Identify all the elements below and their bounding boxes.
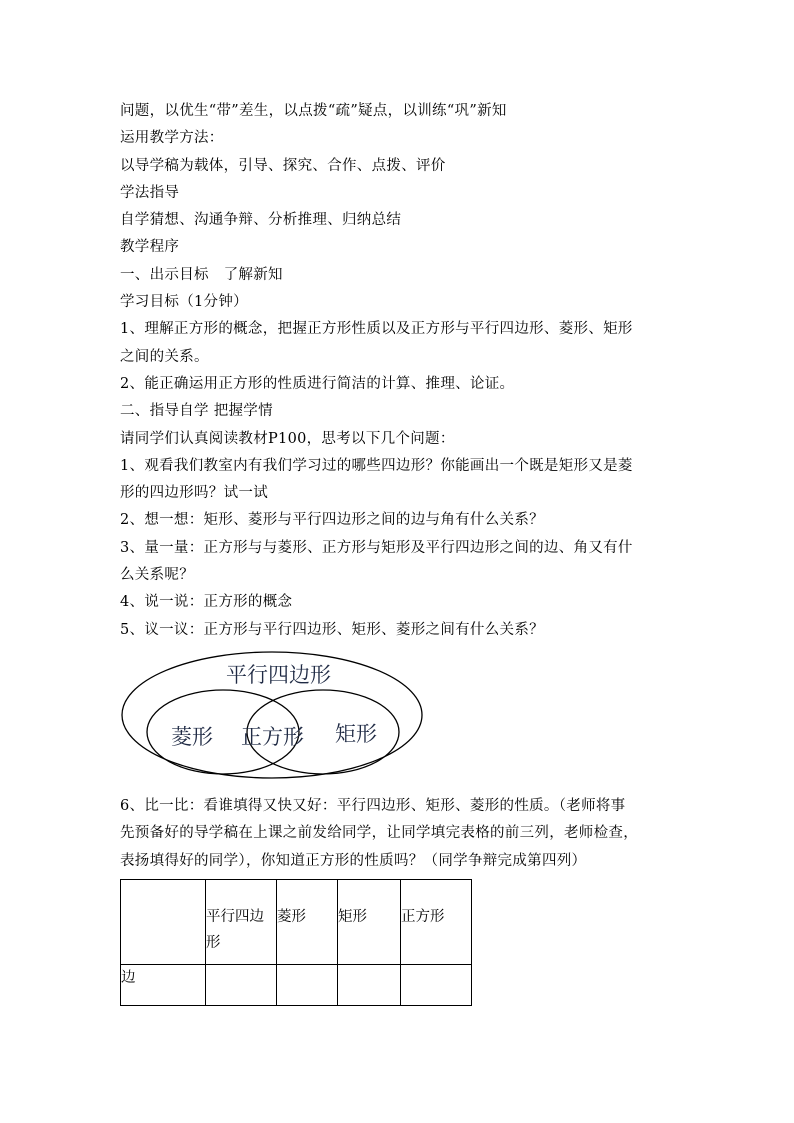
venn-diagram <box>120 651 430 781</box>
question-6-cont: 先预备好的导学稿在上课之前发给同学，让同学填完表格的前三列，老师检查， <box>120 825 638 842</box>
table-row <box>121 964 472 1005</box>
properties-table <box>120 879 472 1006</box>
text-line: 运用教学方法： <box>120 130 224 147</box>
question-5: 5、议一议：正方形与平行四边形、矩形、菱形之间有什么关系？ <box>120 621 544 638</box>
venn-label-rectangle: 矩形 <box>335 721 377 746</box>
section-heading: 二、指导自学 把握学情 <box>120 403 273 420</box>
read-prompt: 请同学们认真阅读教材P100，思考以下几个问题： <box>120 430 455 447</box>
text-line: 问题，以优生“带”差生，以点拨“疏”疑点，以训练“巩”新知 <box>120 103 507 119</box>
text-line: 以导学稿为载体，引导、探究、合作、点拨、评价 <box>120 157 446 174</box>
objective-1-cont: 之间的关系。 <box>120 348 209 365</box>
section-heading: 一、出示目标 了解新知 <box>120 266 283 283</box>
table-cell <box>338 964 401 1005</box>
objective-2: 2、能正确运用正方形的性质进行简洁的计算、推理、论证。 <box>120 375 515 392</box>
venn-label-square: 正方形 <box>241 724 304 749</box>
table-header-cell: 正方形 <box>401 879 472 964</box>
question-3: 3、量一量：正方形与与菱形、正方形与矩形及平行四边形之间的边、角又有什 <box>120 539 633 556</box>
venn-label-parallelogram: 平行四边形 <box>226 662 331 687</box>
table-cell <box>206 964 277 1005</box>
question-6: 6、比一比：看谁填得又快又好：平行四边形、矩形、菱形的性质。（老师将事 <box>120 797 626 814</box>
question-3-cont: 么关系呢？ <box>120 567 194 584</box>
text-line: 学法指导 <box>120 184 180 201</box>
venn-label-rhombus: 菱形 <box>171 724 213 749</box>
table-header-cell: 菱形 <box>277 879 338 964</box>
table-cell <box>401 964 472 1005</box>
question-2: 2、想一想：矩形、菱形与平行四边形之间的边与角有什么关系？ <box>120 512 544 529</box>
document-page <box>120 98 680 1006</box>
table-header-cell: 平行四边形 <box>206 879 277 964</box>
table-cell <box>277 964 338 1005</box>
table-header-row <box>121 879 472 964</box>
text-line: 自学猜想、沟通争辩、分析推理、归纳总结 <box>120 212 402 229</box>
text-line: 学习目标（1分钟） <box>120 294 248 311</box>
text-line: 教学程序 <box>120 239 180 256</box>
question-1-cont: 形的四边形吗？试一试 <box>120 485 268 502</box>
table-header-cell: 矩形 <box>338 879 401 964</box>
question-1: 1、观看我们教室内有我们学习过的哪些四边形？你能画出一个既是矩形又是菱 <box>120 457 633 474</box>
table-header-cell <box>121 879 206 964</box>
question-6-cont: 表扬填得好的同学），你知道正方形的性质吗？（同学争辩完成第四列） <box>120 852 587 869</box>
objective-1: 1、理解正方形的概念，把握正方形性质以及正方形与平行四边形、菱形、矩形 <box>120 321 633 338</box>
table-row-label: 边 <box>121 964 206 1005</box>
question-4: 4、说一说：正方形的概念 <box>120 594 293 611</box>
